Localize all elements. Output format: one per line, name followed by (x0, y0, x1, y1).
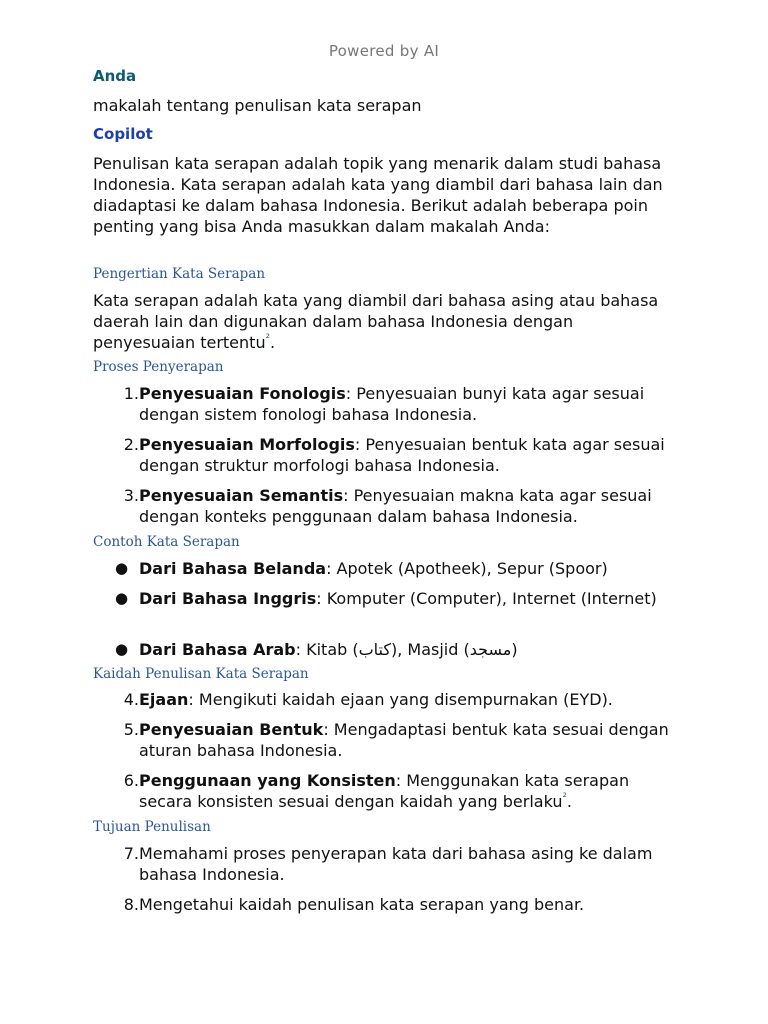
list-term: Dari Bahasa Arab (139, 640, 296, 659)
citation-ref[interactable]: ² (562, 790, 567, 804)
list-desc: : Mengikuti kaidah ejaan yang disempurnakan (EYD). (188, 690, 613, 709)
section-heading-tujuan (93, 818, 211, 836)
list-term: Ejaan (139, 690, 189, 709)
list-number: 1. (123, 384, 139, 403)
section-heading: Proses Penyerapan (93, 359, 224, 375)
list-desc: : Apotek (Apotheek), Sepur (Spoor) (326, 559, 608, 578)
list-number: 6. (123, 771, 139, 790)
bot-intro: Penulisan kata serapan adalah topik yang menarik dalam studi bahasa Indonesia. Kata serapan adalah kata yang diambil dari bahasa lain dan diadaptasi ke dalam bahasa Indonesia. Berikut adalah beberapa poin penting yang bisa Anda masukkan dalam makalah Anda: (93, 154, 663, 236)
section-heading-pengertian (93, 265, 265, 283)
list-number: 4. (123, 690, 139, 709)
list-number: 8. (123, 895, 139, 914)
list-number: 3. (123, 486, 139, 505)
list-item (93, 843, 683, 885)
list-desc: : Menggunakan kata serapan secara konsisten sesuai dengan kaidah yang berlaku (139, 771, 630, 811)
list-item (93, 558, 683, 579)
list-term: Dari Bahasa Belanda (139, 559, 327, 578)
list-term: Penyesuaian Bentuk (139, 720, 324, 739)
pengertian-text: Kata serapan adalah kata yang diambil dari bahasa asing atau bahasa daerah lain dan digunakan dalam bahasa Indonesia dengan penyesuaian tertentu (93, 291, 659, 352)
list-item (93, 689, 683, 710)
bot-label: Copilot (93, 125, 153, 143)
list-text: Mengetahui kaidah penulisan kata serapan yang benar. (139, 895, 585, 914)
powered-by-label: Powered by AI (328, 42, 440, 60)
list-desc: : Komputer (Computer), Internet (Internet) (316, 589, 657, 608)
list-term: Dari Bahasa Inggris (139, 589, 317, 608)
pengertian-text-block (93, 290, 673, 353)
list-number: 5. (123, 720, 139, 739)
user-message-block (93, 95, 683, 116)
section-heading-contoh (93, 533, 240, 551)
list-item (93, 383, 683, 425)
citation-ref[interactable]: ² (265, 331, 270, 345)
list-end: . (566, 792, 572, 811)
list-number: 2. (123, 435, 139, 454)
section-heading-proses (93, 358, 223, 376)
section-heading: Pengertian Kata Serapan (93, 266, 266, 282)
list-term: Penyesuaian Semantis (139, 486, 344, 505)
list-term: Penggunaan yang Konsisten (139, 771, 396, 790)
list-item (93, 639, 683, 660)
list-term: Penyesuaian Fonologis (139, 384, 346, 403)
user-message: makalah tentang penulisan kata serapan (93, 96, 422, 115)
section-heading-kaidah (93, 665, 309, 683)
user-label: Anda (93, 67, 137, 85)
list-desc: : Penyesuaian makna kata agar sesuai dengan konteks penggunaan dalam bahasa Indonesia. (139, 486, 652, 526)
pengertian-end: . (270, 333, 276, 352)
list-desc: : Kitab (كتاب), Masjid (مسجد) (295, 640, 518, 659)
list-item (93, 894, 683, 915)
section-heading: Tujuan Penulisan (93, 819, 211, 835)
section-heading: Contoh Kata Serapan (93, 534, 240, 550)
list-item (93, 485, 683, 527)
bullet-icon: ● (115, 589, 129, 607)
bullet-icon: ● (115, 559, 129, 577)
section-heading: Kaidah Penulisan Kata Serapan (93, 666, 309, 682)
list-desc: : Penyesuaian bunyi kata agar sesuai dengan sistem fonologi bahasa Indonesia. (139, 384, 645, 424)
list-item (93, 770, 683, 812)
list-number: 7. (123, 844, 139, 863)
list-item (93, 434, 683, 476)
pengertian-paragraph (93, 290, 673, 353)
user-turn (93, 67, 683, 85)
bullet-icon: ● (115, 640, 129, 658)
list-item (93, 719, 683, 761)
list-desc: : Mengadaptasi bentuk kata sesuai dengan aturan bahasa Indonesia. (139, 720, 669, 760)
list-text: Memahami proses penyerapan kata dari bahasa asing ke dalam bahasa Indonesia. (139, 844, 653, 884)
list-term: Penyesuaian Morfologis (139, 435, 355, 454)
bot-intro-block (93, 153, 673, 237)
bot-turn (93, 125, 683, 143)
list-item (93, 588, 683, 609)
list-desc: : Penyesuaian bentuk kata agar sesuai dengan struktur morfologi bahasa Indonesia. (139, 435, 665, 475)
